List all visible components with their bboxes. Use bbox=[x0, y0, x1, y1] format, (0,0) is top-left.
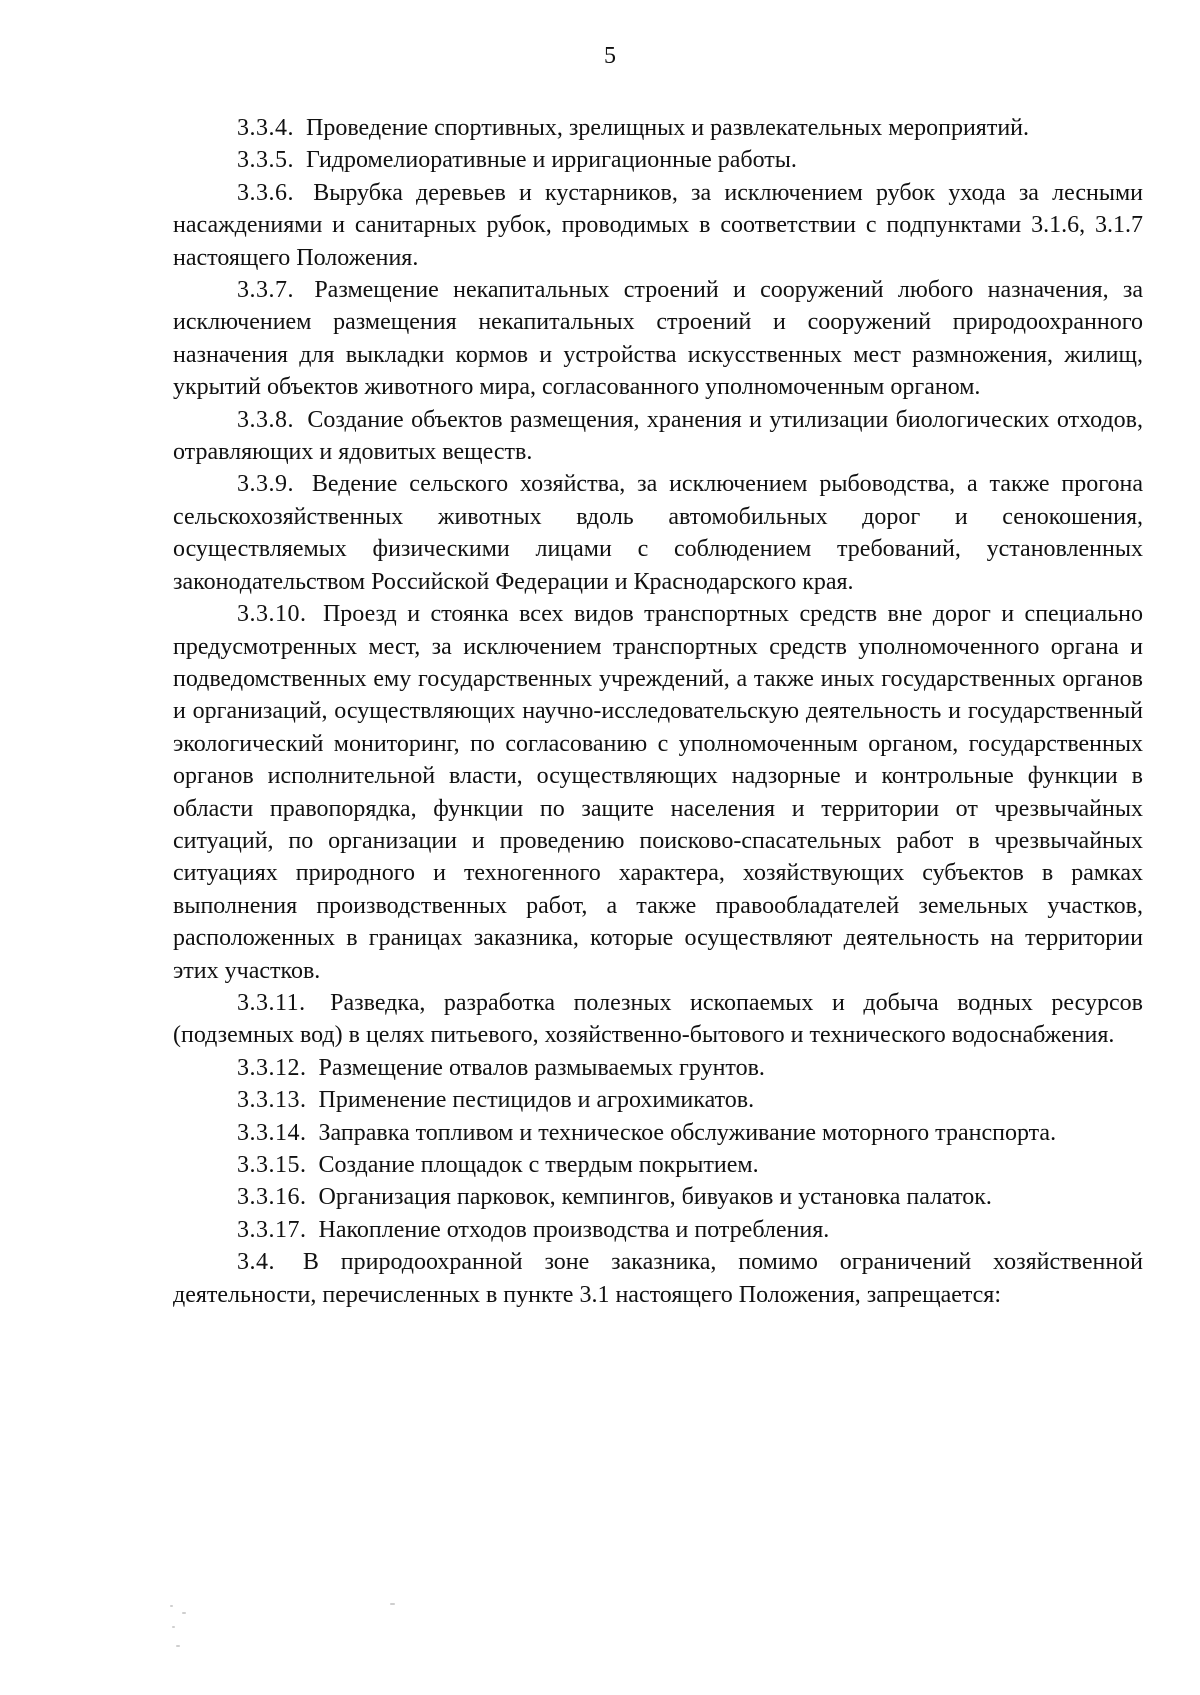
paragraph-number: 3.3.10. bbox=[237, 601, 307, 628]
paragraph-number: 3.3.7. bbox=[237, 277, 294, 304]
scan-artifact bbox=[390, 1603, 395, 1605]
paragraph-text: Создание объектов размещения, хранения и утилизации биологических отходов, отравляющих и ядовитых веществ. bbox=[173, 406, 1144, 466]
paragraph-text: Организация парковок, кемпингов, бивуаков и установка палаток. bbox=[318, 1184, 992, 1211]
page-number: 5 bbox=[604, 43, 616, 69]
paragraph-3-3-13 bbox=[173, 1084, 1143, 1116]
paragraph-number: 3.3.13. bbox=[237, 1087, 307, 1114]
paragraph-number: 3.3.9. bbox=[237, 471, 294, 498]
paragraph-3-3-15 bbox=[173, 1149, 1143, 1181]
paragraph-number: 3.3.4. bbox=[237, 115, 294, 141]
paragraph-3-3-4 bbox=[173, 112, 1143, 144]
paragraph-text: Размещение отвалов размываемых грунтов. bbox=[318, 1054, 765, 1081]
paragraph-number: 3.3.12. bbox=[237, 1054, 307, 1081]
paragraph-number: 3.3.6. bbox=[237, 179, 294, 206]
paragraph-3-3-6 bbox=[173, 177, 1143, 274]
paragraph-3-3-14 bbox=[173, 1117, 1143, 1149]
scan-artifact bbox=[176, 1645, 180, 1647]
paragraph-text: Накопление отходов производства и потребления. bbox=[318, 1216, 830, 1243]
paragraph-3-3-11 bbox=[173, 987, 1143, 1052]
paragraph-3-3-7 bbox=[173, 274, 1143, 404]
paragraph-text: Создание площадок с твердым покрытием. bbox=[318, 1152, 759, 1178]
paragraph-text: Проведение спортивных, зрелищных и развлекательных мероприятий. bbox=[306, 115, 1029, 141]
paragraph-text: Гидромелиоративные и ирригационные работы. bbox=[306, 147, 797, 174]
paragraph-3-4 bbox=[173, 1246, 1143, 1311]
paragraph-text: Вырубка деревьев и кустарников, за исключением рубок ухода за лесными насаждениями и санитарных рубок, проводимых в соответствии с подпунктами 3.1.6, 3.1.7 настоящего Положения. bbox=[173, 179, 1144, 271]
paragraph-number: 3.3.5. bbox=[237, 147, 294, 174]
document-body bbox=[173, 112, 1143, 1311]
paragraph-3-3-12 bbox=[173, 1052, 1143, 1084]
scan-artifact bbox=[170, 1605, 173, 1607]
scan-artifact bbox=[182, 1612, 186, 1614]
paragraph-3-3-9 bbox=[173, 468, 1143, 598]
paragraph-text: Ведение сельского хозяйства, за исключением рыбоводства, а также прогона сельскохозяйственных животных вдоль автомобильных дорог и сенокошения, осуществляемых физическими лицами с соблюдением требований, установленных законодательством Российской Федерации и Краснодарского края. bbox=[173, 471, 1143, 595]
paragraph-number: 3.3.16. bbox=[237, 1184, 307, 1211]
paragraph-text: Проезд и стоянка всех видов транспортных средств вне дорог и специально предусмотренных мест, за исключением транспортных средств уполномоченного органа и подведомственных ему государственных учреждений, а также иных государственных органов и организаций, осуществляющих научно-исследовательскую деятельность и государственный экологический мониторинг, по согласованию с уполномоченным органом, государственных органов исполнительной власти, осуществляющих надзорные и контрольные функции в области правопорядка, функции по защите населения и территории от чрезвычайных ситуаций, по организации и проведению поисково-спасательных работ в чрезвычайных ситуациях природного и техногенного характера, хозяйствующих субъектов в рамках выполнения производственных работ, а также правообладателей земельных участков, расположенных в границах заказника, которые осуществляют деятельность на территории этих участков. bbox=[173, 601, 1144, 984]
paragraph-number: 3.3.17. bbox=[237, 1216, 307, 1243]
paragraph-number: 3.3.8. bbox=[237, 406, 294, 433]
paragraph-text: Разведка, разработка полезных ископаемых и добыча водных ресурсов (подземных вод) в целях питьевого, хозяйственно-бытового и технического водоснабжения. bbox=[173, 989, 1144, 1049]
paragraph-3-3-8 bbox=[173, 404, 1143, 469]
paragraph-text: В природоохранной зоне заказника, помимо ограничений хозяйственной деятельности, перечисленных в пункте 3.1 настоящего Положения, запрещается: bbox=[173, 1249, 1144, 1308]
paragraph-number: 3.3.15. bbox=[237, 1152, 307, 1178]
paragraph-text: Применение пестицидов и агрохимикатов. bbox=[318, 1087, 755, 1114]
paragraph-text: Размещение некапитальных строений и сооружений любого назначения, за исключением размещения некапитальных строений и сооружений природоохранного назначения для выкладки кормов и устройства искусственных мест размножения, жилищ, укрытий объектов животного мира, согласованного уполномоченным органом. bbox=[173, 277, 1144, 401]
paragraph-3-3-16 bbox=[173, 1181, 1143, 1213]
paragraph-3-3-5 bbox=[173, 144, 1143, 176]
paragraph-3-3-17 bbox=[173, 1214, 1143, 1246]
paragraph-text: Заправка топливом и техническое обслуживание моторного транспорта. bbox=[318, 1119, 1057, 1146]
paragraph-3-3-10 bbox=[173, 598, 1143, 987]
paragraph-number: 3.3.11. bbox=[237, 989, 306, 1016]
scan-artifact bbox=[172, 1626, 175, 1628]
paragraph-number: 3.4. bbox=[237, 1249, 275, 1276]
paragraph-number: 3.3.14. bbox=[237, 1119, 307, 1146]
